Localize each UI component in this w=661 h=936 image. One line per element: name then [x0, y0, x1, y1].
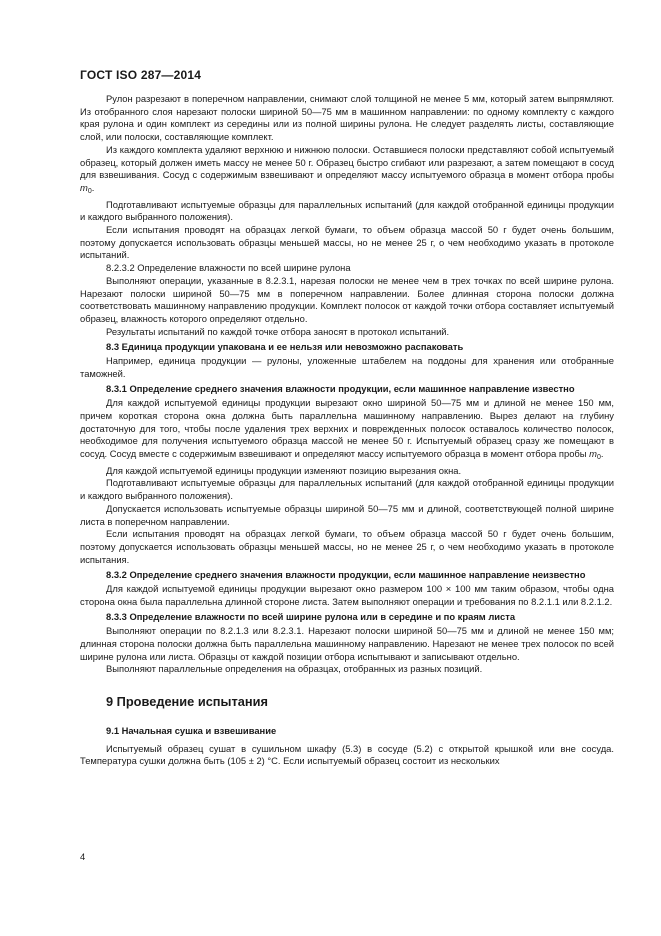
paragraph: Выполняют операции по 8.2.1.3 или 8.2.3.1. Нарезают полоски шириной 50—75 мм и длиной не менее 150 мм; длинная сторона полоски должна быть параллельна машинному направлению. Нарезают не менее трех полосок по всей ширине рулона или листа. Образцы от каждой позиции отбора испытывают и записывают отдельно.	[80, 625, 614, 662]
paragraph: Подготавливают испытуемые образцы для параллельных испытаний (для каждой отобранной единицы продукции и каждого выбранного положения).	[80, 477, 614, 502]
section-heading-8-3-1: 8.3.1 Определение среднего значения влажности продукции, если машинное направление известно	[106, 383, 575, 395]
section-heading-8-3-2: 8.3.2 Определение среднего значения влажности продукции, если машинное направление неизвестно	[106, 569, 586, 581]
document-body	[80, 93, 614, 768]
page-number: 4	[80, 851, 86, 862]
paragraph: Для каждой испытуемой единицы продукции вырезают окно шириной 50—75 мм и длиной не менее 150 мм, причем короткая сторона окна должна быть параллельна машинному направлению. Вырез делают на глубину достаточную для того, чтобы после удаления трех верхних и поврежденных полосок оставалось количество полосок, необходимое для получения испытуемого образца массой не менее 50 г. Испытуемый образец сразу же помещают в сосуд. Сосуд вместе с содержимым взвешивают и определяют массу испытуемого образца в момент отбора пробы $m_0$.	[80, 397, 614, 461]
paragraph: Рулон разрезают в поперечном направлении, снимают слой толщиной не менее 5 мм, который затем выпрямляют. Из отобранного слоя нарезают полоски шириной 50—75 мм в машинном направлении: по одному комплекту с каждого края рулона и один комплект из середины или из полной ширины рулона. Не следует разделять листы, составляющие слой, или полоски, составляющие комплект.	[80, 93, 614, 143]
section-heading-9: 9 Проведение испытания	[106, 693, 268, 709]
section-heading-9-1: 9.1 Начальная сушка и взвешивание	[106, 724, 277, 736]
document-header: ГОСТ ISO 287—2014	[80, 68, 202, 82]
paragraph: Для каждой испытуемой единицы продукции вырезают окно размером 100 × 100 мм таким образом, чтобы одна сторона окна была параллельна длинной стороне листа. Затем выполняют операции и требования по 8.2.1.1 или 8.2.1.2.	[80, 583, 614, 607]
paragraph: Выполняют параллельные определения на образцах, отобранных из разных позиций.	[106, 663, 483, 675]
paragraph: Результаты испытаний по каждой точке отбора заносят в протокол испытаний.	[106, 325, 450, 337]
paragraph: Выполняют операции, указанные в 8.2.3.1, нарезая полоски не менее чем в трех точках по всей ширине рулона. Нарезают полоски шириной 50—75 мм в поперечном направлении. Более длинная сторона полоски должна соответствовать машинному направлению продукции. Комплект полосок от каждой точки отбора составляет испытуемый образец, влажность которого определяют отдельно.	[80, 274, 614, 324]
paragraph: Если испытания проводят на образцах легкой бумаги, то объем образца массой 50 г будет очень большим, поэтому допускается использовать образцы меньшей массы, но не менее 25 г, о чем необходимо указать в протоколе испытания.	[80, 528, 614, 565]
paragraph: Если испытания проводят на образцах легкой бумаги, то объем образца массой 50 г будет очень большим, поэтому допускается использовать образцы меньшей массы, но не менее 25 г, о чем необходимо указать в протоколе испытаний.	[80, 224, 614, 261]
paragraph: Например, единица продукции — рулоны, уложенные штабелем на поддоны для хранения или отобранные таможней.	[80, 355, 614, 379]
paragraph: Из каждого комплекта удаляют верхнюю и нижнюю полоски. Оставшиеся полоски представляют собой испытуемый образец, который должен иметь массу не менее 50 г. Образец быстро сгибают или разрезают, а затем помещают в сосуд для взвешивания. Сосуд с содержимым взвешивают и определяют массу испытуемого образца в момент отбора пробы $m_0$.	[80, 143, 614, 195]
section-heading-8-3-3: 8.3.3 Определение влажности по всей ширине рулона или в середине и по краям листа	[106, 611, 516, 623]
paragraph: Подготавливают испытуемые образцы для параллельных испытаний (для каждой отобранной единицы продукции и каждого выбранного положения).	[80, 198, 614, 223]
paragraph: Допускается использовать испытуемые образцы шириной 50—75 мм и длиной, соответствующей полной ширине листа в поперечном направлении.	[80, 502, 614, 527]
paragraph: Испытуемый образец сушат в сушильном шкафу (5.3) в сосуде (5.2) с открытой крышкой или вне сосуда. Температура сушки должна быть (105 ± 2) °С. Если испытуемый образец состоит из нескольких	[80, 742, 614, 767]
section-heading-8-3: 8.3 Единица продукции упакована и ее нельзя или невозможно распаковать	[106, 341, 464, 353]
subsection-heading-8-2-3-2: 8.2.3.2 Определение влажности по всей ширине рулона	[106, 262, 351, 274]
paragraph: Для каждой испытуемой единицы продукции изменяют позицию вырезания окна.	[106, 464, 462, 476]
